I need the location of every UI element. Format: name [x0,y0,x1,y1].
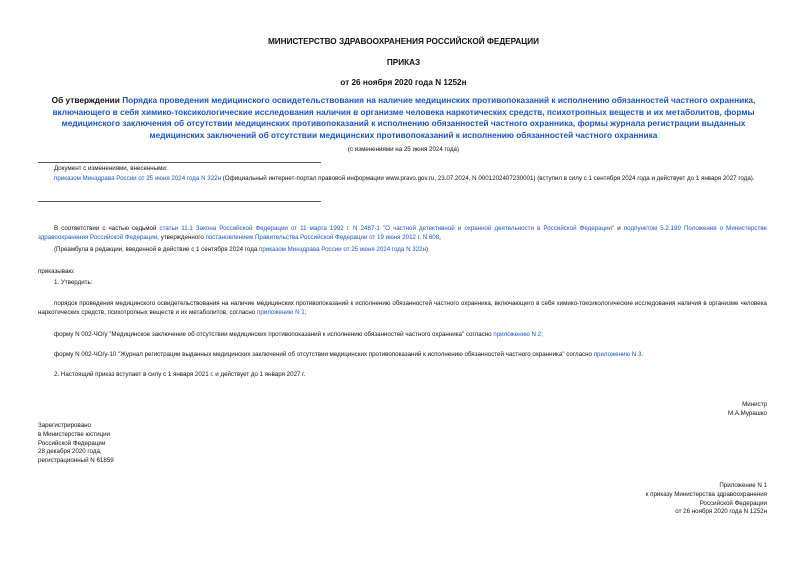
regulation-link[interactable]: подпунктом 5.2.199 Положения о Министерстве здравоохранения Российской Федерации [38,225,767,241]
appendix-3-link[interactable]: приложению N 3 [593,351,642,358]
doc-type-heading: ПРИКАЗ [386,58,421,67]
amendment-details: (Официальный интернет-портал правовой информации www.pravo.gov.ru, 23.07.2024, N 0001202407230001) (вступил в силу с 1 сентября 2024 года и действует до 1 января 2027 года). [221,175,755,182]
preamble-text [38,225,767,243]
document-title [38,95,769,141]
preamble-part: , [439,233,441,241]
order-paragraph-3 [54,351,643,360]
registration-line: регистрационный N 61859 [38,457,114,465]
edition-prefix: (Преамбула в редакции, введенной в действие с 1 сентября 2024 года [54,246,259,253]
appendix-line: Российской Федерации [699,499,767,507]
signature-name: М.А.Мурашко [727,410,767,417]
registration-line: 28 декабря 2020 года, [38,448,102,456]
appendix-line: Приложение N 1 [719,482,767,489]
order-item-1: 1. Утвердить: [54,279,93,286]
order-paragraph-1 [38,300,767,318]
resolution-link[interactable]: постановлением Правительства Российской Федерации от 19 июня 2012 г. N 608 [205,233,440,241]
orders-word: приказываю: [38,268,75,275]
amendments-intro: Документ с изменениями, внесенными: [54,165,168,172]
order-paragraph-2 [54,331,543,340]
date-number-heading: от 26 ноября 2020 года N 1252н [340,78,467,87]
signature-position: Министр [742,401,767,408]
preamble-edition-note [54,246,428,255]
paragraph-end: ; [304,308,307,316]
divider-top [38,162,321,163]
preamble-part: В соответствии с частью седьмой [54,225,160,232]
appendix-1-link[interactable]: приложению N 1 [256,308,305,316]
paragraph-end: . [641,351,644,358]
law-link[interactable]: статьи 11.1 Закона Российской Федерации от 11 марта 1992 г. N 2487-1 "О частной детективной и охранной деятельности в Российской Федерации" [159,225,615,232]
appendix-2-link[interactable]: приложению N 2 [493,331,542,338]
paragraph-text: форму N 002-ЧО/у-10 "Журнал регистрации выданных медицинских заключений об отсутствии медицинских противопоказаний к исполнению обязанностей частного охранника" согласно [54,351,594,358]
preamble-part: и [614,225,624,232]
paragraph-text: форму N 002-ЧО/у "Медицинское заключение об отсутствии медицинских противопоказаний к исполнению обязанностей частного охранника" согласно [54,331,494,338]
ministry-heading: МИНИСТЕРСТВО ЗДРАВООХРАНЕНИЯ РОССИЙСКОЙ ФЕДЕРАЦИИ [267,37,540,46]
title-link[interactable]: Порядка проведения медицинского освидетельствования на наличие медицинских противопоказаний к исполнению обязанностей частного охранника, включающего в себя химико-токсикологические исследования наличия в организме человека наркотических средств, психотропных веществ и их метаболитов, формы медицинского заключения об отсутствии медицинских противопоказаний к исполнению обязанностей частного охранника, формы журнала регистрации выданных медицинских заключений об отсутствии медицинских противопоказаний к исполнению обязанностей частного охранника [52,95,756,140]
registration-line: в Министерстве юстиции [38,430,111,438]
paragraph-text: порядок проведения медицинского освидетельствования на наличие медицинских противопоказаний к исполнению обязанностей частного охранника, включающего в себя химико-токсикологические исследования наличия в организме человека наркотических средств, психотропных веществ и их метаболитов, согласно [38,300,767,316]
registration-line: Зарегистрировано [38,422,91,429]
amendments-text [38,175,767,184]
registration-block [38,422,114,466]
appendix-header [520,482,767,517]
order-item-2: 2. Настоящий приказ вступает в силу с 1 января 2021 г. и действует до 1 января 2027 г. [54,371,306,378]
changes-note: (с изменениями на 25 июня 2024 года) [347,146,460,153]
registration-line: Российской Федерации [38,439,106,447]
appendix-line: к приказу Министерства здравоохранения [645,490,767,498]
paragraph-end: ; [541,331,543,338]
appendix-line: от 26 ноября 2020 года N 1252н [675,508,767,516]
edition-link[interactable]: приказом Минздрава России от 25 июня 2024 года N 322н [259,246,427,253]
edition-suffix: ) [426,246,429,253]
divider-bottom [38,201,321,202]
preamble-part: , утвержденного [157,233,206,241]
amendment-link[interactable]: приказом Минздрава России от 25 июня 2024 года N 322н [54,175,222,182]
title-prefix: Об утверждении [51,95,120,105]
